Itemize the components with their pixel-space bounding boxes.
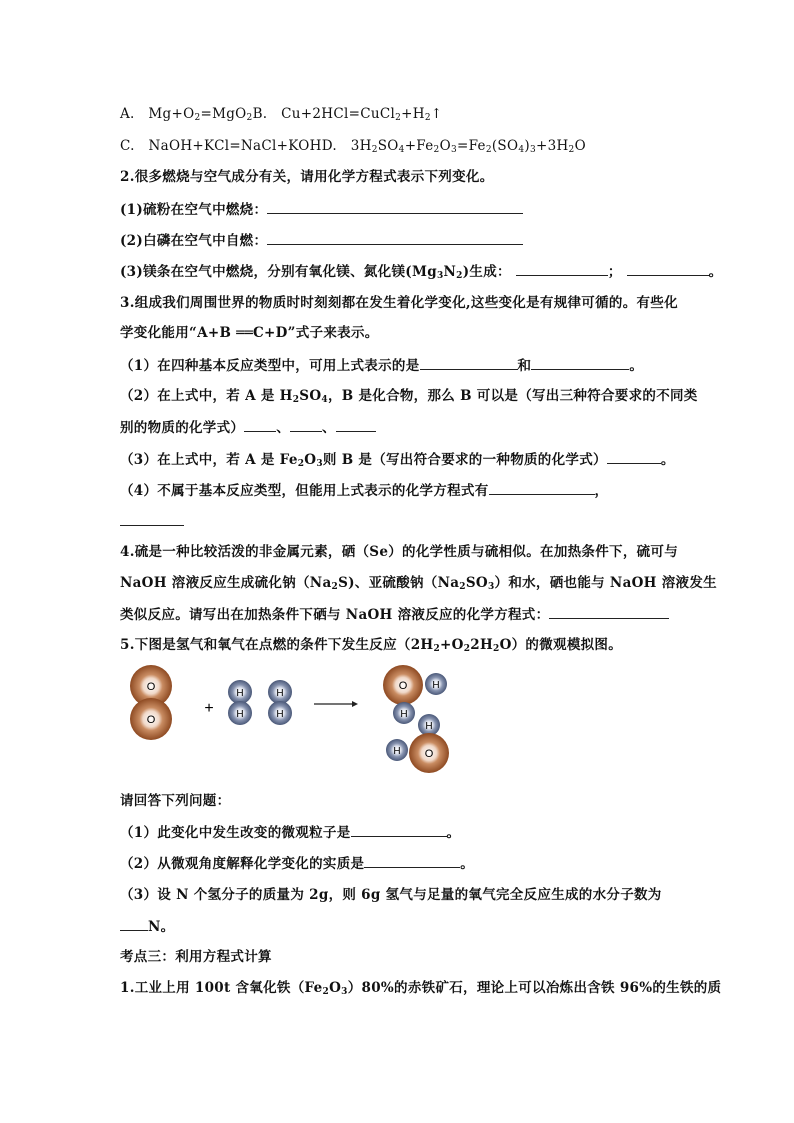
answer-blank[interactable] [120, 512, 184, 526]
hydrogen-molecule [268, 680, 292, 725]
q5-part2: （2）从微观角度解释化学变化的实质是 。 [120, 856, 475, 872]
oxygen-molecule [130, 665, 172, 740]
q3-part4-line2 [120, 512, 184, 531]
q5-part1: （1）此变化中发生改变的微观粒子是 。 [120, 825, 461, 841]
q3-part1: （1）在四种基本反应类型中，可用上式表示的是 和 。 [120, 358, 644, 374]
reaction-micro-diagram [118, 665, 468, 777]
q4-line3: 类似反应。请写出在加热条件下硒与 NaOH 溶液反应的化学方程式： [120, 605, 669, 624]
answer-blank[interactable] [549, 605, 669, 619]
q5-prompt: 请回答下列问题： [120, 793, 231, 809]
q2-item1: (1)硫粉在空气中燃烧： [120, 200, 523, 219]
option-d-equation: $3H_2SO_4+Fe_2O_3=Fe_2(SO_4)_3+3H_2O$ [350, 138, 586, 155]
atom-label: H [393, 746, 401, 757]
q3-part3: （3）在上式中，若 A 是 $Fe_2O_3$则 B 是（写出符合要求的一种物质的化学式） 。 [120, 452, 675, 469]
atom-label: H [236, 688, 244, 699]
q2-title: 2.很多燃烧与空气成分有关，请用化学方程式表示下列变化。 [120, 169, 494, 185]
answer-blank[interactable] [120, 917, 148, 931]
q1-option-ab [120, 105, 442, 123]
q4-line1: 4.硫是一种比较活泼的非金属元素，硒（Se）的化学性质与硫相似。在加热条件下，硫可与 [120, 544, 679, 560]
answer-blank[interactable] [607, 450, 661, 464]
plus-icon: + [204, 700, 214, 717]
atom-label: H [276, 709, 284, 720]
atom-label: H [425, 721, 433, 732]
option-a-equation: $Mg+O_2=MgO_2B$. [148, 106, 268, 123]
option-d-label: D. [321, 138, 337, 154]
atom-label: O [146, 681, 156, 693]
answer-blank[interactable] [351, 823, 447, 837]
q3-part2: （2）在上式中，若 A 是 $H_2SO_4$，B 是化合物，那么 B 可以是（写出三种符合要求的不同类 [120, 388, 698, 405]
option-b-equation: $Cu+2HCl=CuCl_2+H_2↑$ [281, 106, 443, 123]
option-c-label: C. [120, 138, 135, 154]
q3-line2: 学变化能用“A+B ══C+D”式子来表示。 [120, 325, 379, 341]
answer-blank[interactable] [531, 356, 629, 370]
answer-blank[interactable] [244, 418, 276, 432]
answer-blank[interactable] [364, 854, 460, 868]
q5-title: 5.下图是氢气和氧气在点燃的条件下发生反应$(2H_2+O_22H_2O)$的微观模拟图。 [120, 637, 623, 654]
q5-part3: （3）设 N 个氢分子的质量为 2g，则 6g 氢气与足量的氧气完全反应生成的水分子数为 [120, 887, 662, 903]
option-c-equation: NaOH+KCl=NaCl+KOH [148, 138, 322, 154]
answer-blank[interactable] [336, 418, 376, 432]
atom-label: O [424, 748, 434, 760]
atom-label: H [276, 688, 284, 699]
q2-item2: (2)白磷在空气中自燃： [120, 231, 523, 250]
q4-line2: NaOH 溶液反应生成硫化钠$(Na_2S)$、亚硫酸钠$(Na_2SO_3)$和水，硒也能与 NaOH 溶液发生 [120, 575, 717, 592]
q3-part4: （4）不属于基本反应类型，但能用上式表示的化学方程式有 ， [120, 483, 609, 499]
answer-blank[interactable] [420, 356, 518, 370]
answer-blank[interactable] [627, 262, 709, 276]
water-molecule [386, 714, 449, 773]
q2-item3: (3)镁条在空气中燃烧，分别有氧化镁、氮化镁$(Mg_3N_2)$生成： ； 。 [120, 264, 723, 281]
hydrogen-molecule [228, 680, 252, 725]
answer-blank[interactable] [290, 418, 322, 432]
q3-line1: 3.组成我们周围世界的物质时时刻刻都在发生着化学变化,这些变化是有规律可循的。有些化 [120, 295, 678, 311]
option-a-label: A. [120, 106, 135, 122]
atom-label: H [236, 709, 244, 720]
arrow-right-icon [314, 701, 358, 707]
atom-label: O [398, 680, 408, 692]
answer-blank[interactable] [267, 200, 523, 214]
q5-part3-line2: N。 [120, 917, 174, 936]
atom-label: H [400, 709, 408, 720]
answer-blank[interactable] [516, 262, 608, 276]
answer-blank[interactable] [489, 481, 595, 495]
q3-part2-line2: 别的物质的化学式） 、 、 [120, 418, 376, 437]
atom-label: O [146, 714, 156, 726]
q6-line1: 1.工业上用 100t 含氧化铁$(Fe_2O_3)80\%$的赤铁矿石，理论上可以冶炼出含铁 96%的生铁的质 [120, 980, 722, 997]
answer-blank[interactable] [267, 231, 523, 245]
water-molecule [383, 665, 447, 724]
q1-option-cd [120, 137, 586, 155]
section-heading: 考点三：利用方程式计算 [120, 949, 272, 965]
atom-label: H [432, 680, 440, 691]
